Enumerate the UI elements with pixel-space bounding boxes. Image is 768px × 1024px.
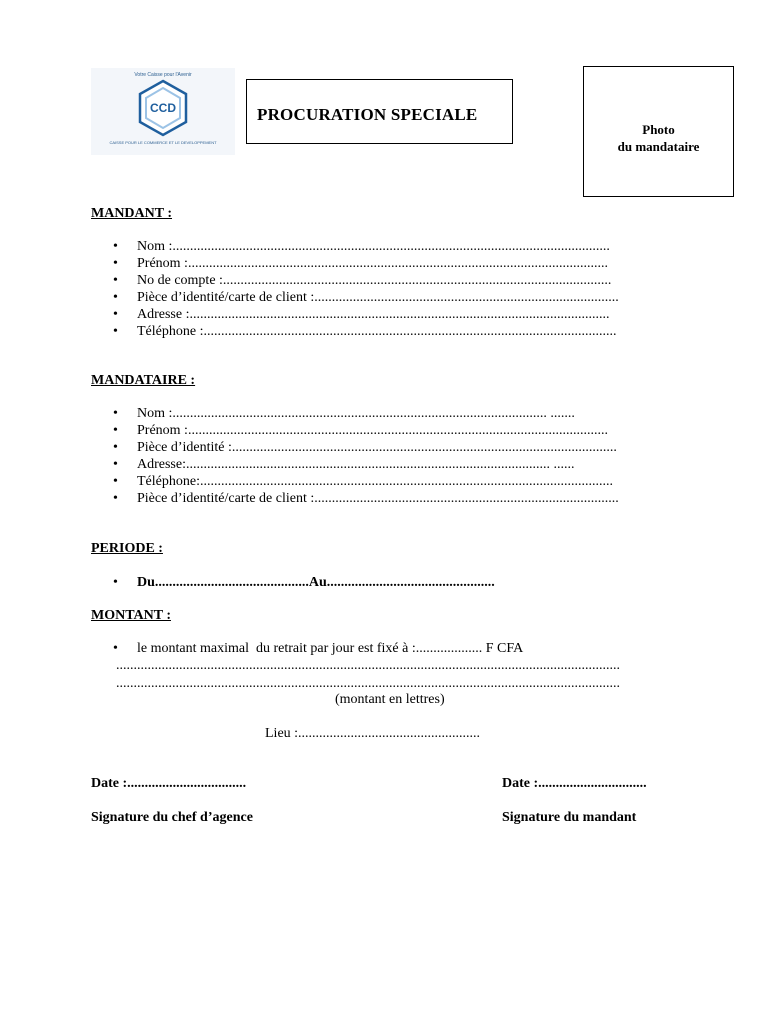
periode-heading: PERIODE : [91, 541, 163, 556]
mandataire-piece-field: • Pièce d’identité :.............................................................................................................. [91, 439, 691, 456]
photo-label: Photo [642, 122, 675, 137]
mandant-nom-field: • Nom :............................................................................................................................. [91, 238, 691, 255]
mandant-prenom-field: • Prénom :........................................................................................................................ [91, 255, 691, 272]
montant-line-1: ................................................................................................................................................ [116, 658, 620, 673]
photo-sublabel: du mandataire [617, 139, 700, 154]
mandant-heading: MANDANT : [91, 206, 173, 221]
title-box [246, 79, 513, 144]
mandant-signature-label: Signature du mandant [502, 810, 637, 825]
mandataire-heading: MANDATAIRE : [91, 373, 196, 388]
ccd-logo [91, 68, 235, 155]
montant-caption: (montant en lettres) [335, 692, 445, 707]
chef-agence-signature-label: Signature du chef d’agence [91, 810, 253, 825]
mandataire-nom-field: • Nom :........................................................................................................... ....... [91, 405, 691, 422]
mandant-telephone-field: • Téléphone :...................................................................................................................... [91, 323, 691, 340]
logo-tagline: Votre Caisse pour l'Avenir [134, 72, 192, 78]
left-date-field: Date :.................................. [91, 776, 247, 791]
logo-mark: CCD [150, 101, 176, 115]
photo-box [583, 66, 734, 197]
montant-heading: MONTANT : [91, 608, 171, 623]
bullet: • [113, 641, 118, 656]
mandant-compte-field: • No de compte :............................................................................................................... [91, 272, 691, 289]
mandant-fields [91, 238, 691, 340]
mandant-adresse-field: • Adresse :........................................................................................................................ [91, 306, 691, 323]
mandataire-carte-field: • Pièce d’identité/carte de client :....................................................................................... [91, 490, 691, 507]
logo-subtitle: CAISSE POUR LE COMMERCE ET LE DEVELOPPEMENT [109, 140, 217, 145]
mandataire-adresse-field: • Adresse:........................................................................................................ ...... [91, 456, 691, 473]
ccd-hexagon-icon [137, 79, 189, 137]
montant-line-2: ................................................................................................................................................ [116, 676, 620, 691]
mandataire-fields [91, 405, 691, 507]
bullet: • [113, 575, 118, 590]
lieu-field: Lieu :.................................................... [265, 726, 481, 741]
periode-text: Du............................................Au................................................ [137, 575, 495, 590]
right-date-field: Date :............................... [502, 776, 647, 791]
document-title: PROCURATION SPECIALE [257, 105, 478, 124]
mandataire-telephone-field: • Téléphone:...................................................................................................................... [91, 473, 691, 490]
mandant-piece-field: • Pièce d’identité/carte de client :....................................................................................... [91, 289, 691, 306]
mandataire-prenom-field: • Prénom :........................................................................................................................ [91, 422, 691, 439]
montant-text: le montant maximal du retrait par jour est fixé à :................... F CFA [137, 641, 524, 656]
